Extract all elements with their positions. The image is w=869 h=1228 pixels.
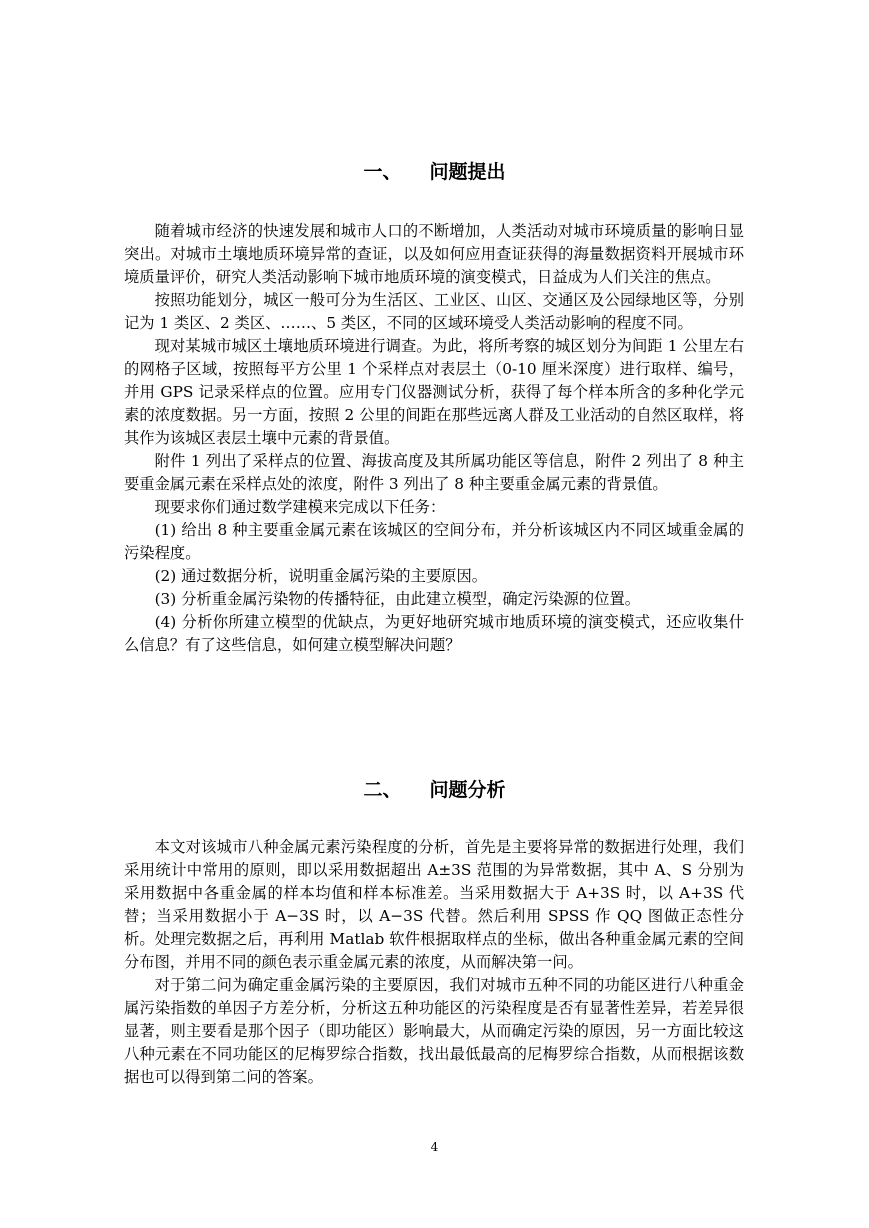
task-item-3: (3) 分析重金属污染物的传播特征，由此建立模型，确定污染源的位置。 xyxy=(154,590,641,608)
section-number-1: 一、 xyxy=(363,161,402,183)
section-heading-2 xyxy=(0,778,869,802)
section-body-2 xyxy=(124,836,744,1089)
paragraph: 随着城市经济的快速发展和城市人口的不断增加，人类活动对城市环境质量的影响日显突出。对城市土壤地质环境异常的查证，以及如何应用查证获得的海量数据资料开展城市环境质量评价，研究人类活动影响下城市地质环境的演变模式，日益成为人们关注的焦点。 xyxy=(124,222,744,286)
paragraph: 按照功能划分，城区一般可分为生活区、工业区、山区、交通区及公园绿地区等，分别记为 1 类区、2 类区、……、5 类区，不同的区域环境受人类活动影响的程度不同。 xyxy=(124,291,744,332)
page-number: 4 xyxy=(430,1140,439,1154)
paragraph: 现对某城市城区土壤地质环境进行调查。为此，将所考察的城区划分为间距 1 公里左右的网格子区域，按照每平方公里 1 个采样点对表层土（0-10 厘米深度）进行取样、编号，并用 GPS 记录采样点的位置。应用专门仪器测试分析，获得了每个样本所含的多种化学元素的浓度数据。另一方面，按照 2 公里的间距在那些远离人群及工业活动的自然区取样，将其作为该城区表层土壤中元素的背景值。 xyxy=(124,337,744,447)
section-body-1 xyxy=(124,220,744,657)
paragraph: 现要求你们通过数学建模来完成以下任务： xyxy=(154,498,446,516)
section-number-2: 二、 xyxy=(363,779,402,801)
task-item-2: (2) 通过数据分析，说明重金属污染的主要原因。 xyxy=(154,567,488,585)
section-title-1: 问题提出 xyxy=(429,161,506,183)
task-item-4: (4) 分析你所建立模型的优缺点，为更好地研究城市地质环境的演变模式，还应收集什么信息？有了这些信息，如何建立模型解决问题？ xyxy=(124,613,744,654)
paragraph: 对于第二问为确定重金属污染的主要原因，我们对城市五种不同的功能区进行八种重金属污染指数的单因子方差分析，分析这五种功能区的污染程度是否有显著性差异，若差异很显著，则主要看是那个因子（即功能区）影响最大，从而确定污染的原因，另一方面比较这八种元素在不同功能区的尼梅罗综合指数，找出最低最高的尼梅罗综合指数，从而根据该数据也可以得到第二问的答案。 xyxy=(124,976,744,1086)
section-heading-1 xyxy=(0,160,869,184)
section-title-2: 问题分析 xyxy=(429,779,506,801)
task-item-1: (1) 给出 8 种主要重金属元素在该城区的空间分布，并分析该城区内不同区域重金属的污染程度。 xyxy=(124,521,744,562)
paragraph: 本文对该城市八种金属元素污染程度的分析，首先是主要将异常的数据进行处理，我们采用统计中常用的原则，即以采用数据超出 A±3S 范围的为异常数据，其中 A、S 分别为采用数据中各重金属的样本均值和样本标准差。当采用数据大于 A+3S 时，以 A+3S 代替；当采用数据小于 A−3S 时，以 A−3S 代替。然后利用 SPSS 作 QQ 图做正态性分析。处理完数据之后，再利用 Matlab 软件根据取样点的坐标，做出各种重金属元素的空间分布图，并用不同的颜色表示重金属元素的浓度，从而解决第一问。 xyxy=(124,838,744,971)
paragraph: 附件 1 列出了采样点的位置、海拔高度及其所属功能区等信息，附件 2 列出了 8 种主要重金属元素在采样点处的浓度，附件 3 列出了 8 种主要重金属元素的背景值。 xyxy=(124,452,744,493)
